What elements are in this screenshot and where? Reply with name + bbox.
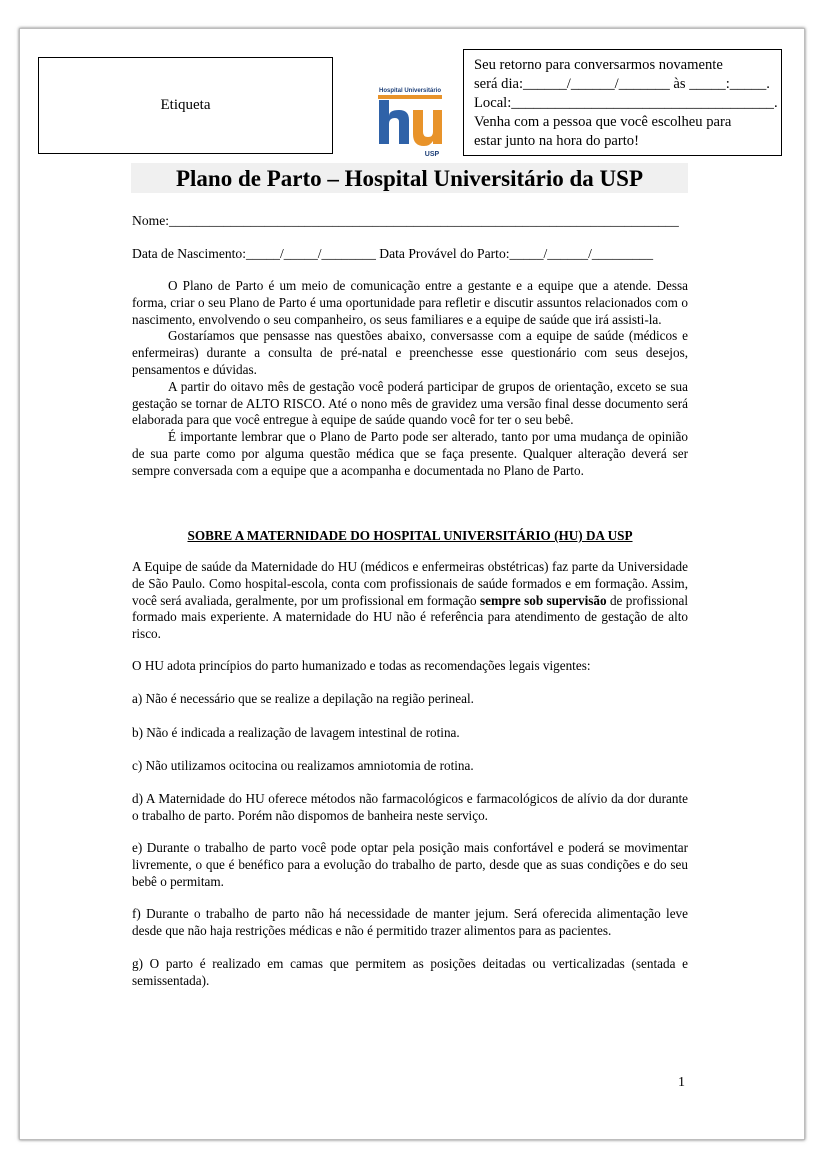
intro-paragraph-1: O Plano de Parto é um meio de comunicação entre a gestante e a equipe que a atende. Dessa forma, criar o seu Plano de Parto é uma oportunidade para refletir e discutir assuntos relacionados com o nascimento, envolvendo o seu companheiro, os seus familiares e a equipe de saúde que irá assisti-la. (132, 278, 688, 327)
intro-paragraph-4: É importante lembrar que o Plano de Parto pode ser alterado, tanto por uma mudança de opinião de sua parte como por alguma questão médica que se faça presente. Qualquer alteração deverá ser sempre conversada com a equipe que a acompanha e documentada no Plano de Parto. (132, 429, 688, 478)
logo-bottom-text: USP (424, 151, 440, 158)
return-line-5: estar junto na hora do parto! (474, 133, 639, 149)
item-b: b) Não é indicada a realização de lavagem intestinal de rotina. (132, 725, 460, 740)
return-line-2: será dia:______/______/_______ às _____:_____. (474, 76, 770, 92)
about-text-bold: sempre sob supervisão (479, 592, 607, 608)
intro-paragraph-3: A partir do oitavo mês de gestação você poderá participar de grupos de orientação, exceto se sua gestação se tornar de ALTO RISCO. Até o nono mês de gravidez uma versão final desse documento será elaborada para que você entregue à equipe de saúde quando você for ter o seu bebê. (132, 378, 688, 428)
intro-section (132, 278, 688, 480)
about-text-start: A Equipe de saúde da Maternidade do HU (médicos e enfermeiras obstétricas) faz parte da Universidade de São Paulo. Como hospital-escola, conta com profissionais de saúde formados e em formação. Assim, você será avaliada, geralmente, por um profissional em formação (132, 559, 688, 608)
name-field: Nome:___________________________________________________________________________ (132, 213, 679, 228)
return-line-3: Local:____________________________________. (474, 95, 778, 111)
return-appointment-box (463, 49, 782, 156)
item-f: f) Durante o trabalho de parto não há necessidade de manter jejum. Será oferecida alimentação leve desde que não haja restrições médicas e não é permitido trazer alimentos para as pacientes. (132, 906, 688, 938)
return-line-1: Seu retorno para conversarmos novamente (474, 57, 723, 73)
logo-h-shape (379, 100, 409, 144)
section-title: SOBRE A MATERNIDADE DO HOSPITAL UNIVERSITÁRIO (HU) DA USP (187, 528, 633, 543)
principles-intro: O HU adota princípios do parto humanizado e todas as recomendações legais vigentes: (132, 658, 591, 673)
logo-u-shape (413, 110, 442, 146)
return-line-4: Venha com a pessoa que você escolheu para (474, 114, 732, 130)
item-g: g) O parto é realizado em camas que permitem as posições deitadas ou verticalizadas (sentada e semissentada). (132, 956, 688, 988)
about-text-end: de profissional formado mais experiente. A maternidade do HU não é referência para atendimento de gestação de alto risco. (132, 592, 689, 642)
hospital-logo (375, 86, 445, 158)
item-a: a) Não é necessário que se realize a depilação na região perineal. (132, 691, 474, 706)
page-number: 1 (678, 1075, 685, 1090)
logo-top-text: Hospital Universitário (378, 88, 442, 94)
item-e: e) Durante o trabalho de parto você pode optar pela posição mais confortável e poderá se movimentar livremente, o que é benéfico para a evolução do trabalho de parto, desde que as suas condições e do seu bebê o permitam. (132, 840, 688, 889)
label-box (38, 57, 333, 154)
document-title: Plano de Parto – Hospital Universitário da USP (175, 166, 644, 191)
logo-orange-bar (378, 95, 442, 99)
item-d: d) A Maternidade do HU oferece métodos não farmacológicos e farmacológicos de alívio da dor durante o trabalho de parto. Porém não dispomos de banheira neste serviço. (132, 791, 688, 823)
about-paragraph (132, 559, 688, 643)
dates-field: Data de Nascimento:_____/_____/________ Data Provável do Parto:_____/______/_________ (132, 246, 654, 261)
item-c: c) Não utilizamos ocitocina ou realizamos amniotomia de rotina. (132, 758, 474, 773)
intro-paragraph-2: Gostaríamos que pensasse nas questões abaixo, conversasse com a equipe de saúde (médicos e enfermeiras) durante a consulta de pré-natal e preenchesse esse questionário com seus desejos, pensamentos e dúvidas. (132, 328, 688, 377)
label-box-text: Etiqueta (160, 97, 211, 113)
